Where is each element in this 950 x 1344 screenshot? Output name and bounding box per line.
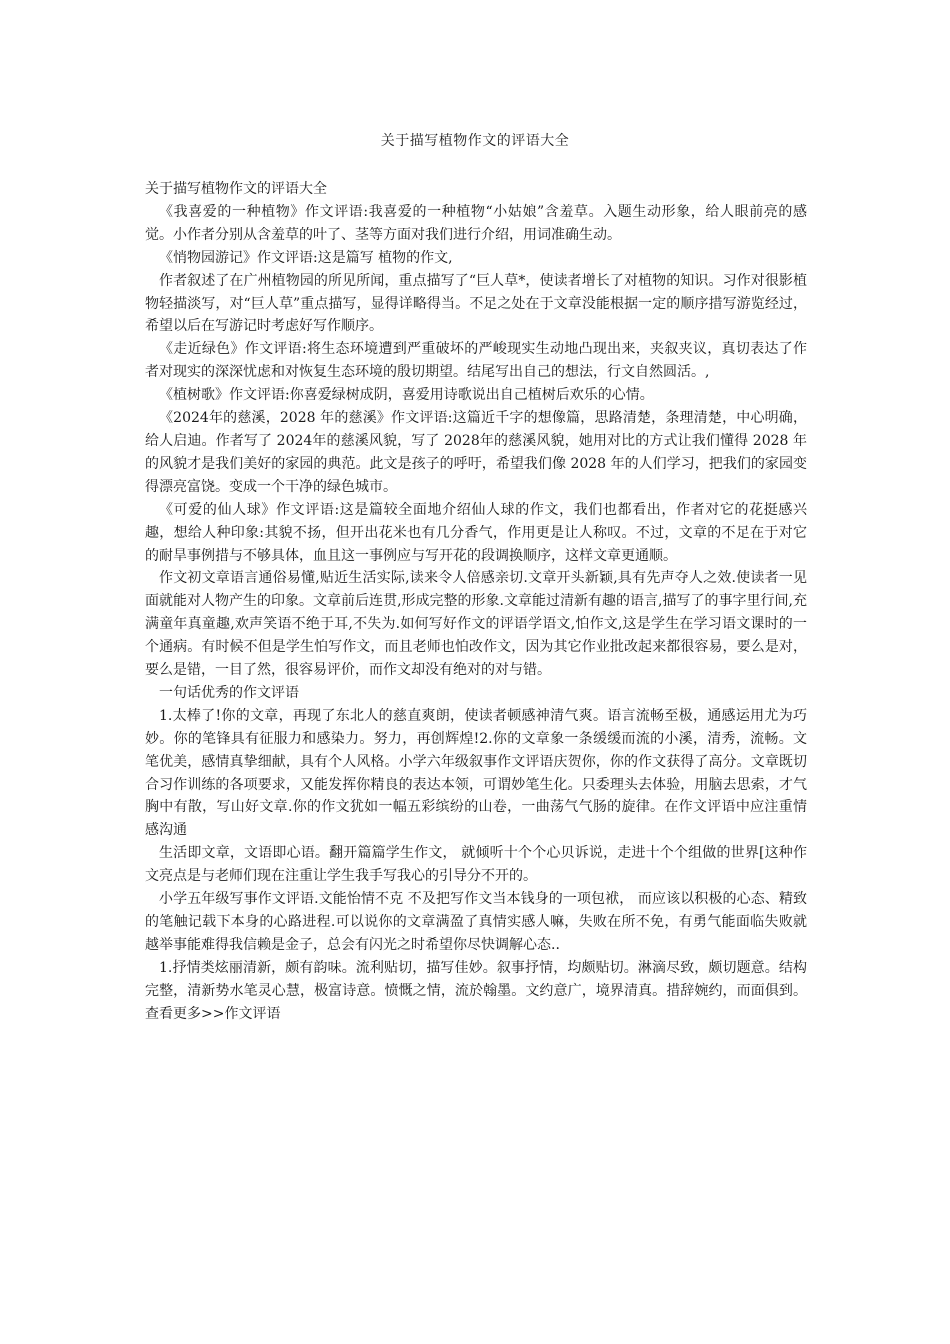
paragraph-cactus: 《可爱的仙人球》作文评语:这是篇较全面地介绍仙人球的作文，我们也都看出，作者对它的花挺感兴趣，想给人种印象:其貌不扬，但开出花米也有几分香气，作用更是让人称叹。不过，文章的不足在于对它的耐旱事例措与不够具体，血且这一事例应与写开花的段调换顺序，这样文章更通顺。 [145, 501, 807, 564]
paragraph-language-comment: 作文初文章语言通俗易懂,贴近生活实际,读来令人倍感亲切.文章开头新颖,具有先声夺人之效.使读者一见面就能对人物产生的印象。文章前后连贯,形成完整的形象.文章能过清新有趣的语言,描写了的事字里行间,充满童年真童趣,欢声笑语不绝于耳,不失为.如何写好作文的评语学语文,怕作文,这是学生在学习语文课时的一个通病。有时候不但是学生怕写作文，而且老师也怕改作文，因为其它作业批改起来都很容易，要么是对，要么是错，一目了然，很容易评价，而作文却没有绝对的对与错。 [145, 570, 807, 679]
paragraph-excellent-comments: 1.太棒了!你的文章，再现了东北人的慈直爽朗，使读者顿感神清气爽。语言流畅至极，通感运用尤为巧妙。你的笔锋具有征服力和感染力。努力，再创辉煌!2.你的文章象一条缓缓而流的小溪，清秀，流畅。文笔优美，感情真挚细献，具有个人风格。小学六年级叙事作文评语庆贺你，你的作文获得了高分。文章既切合习作训练的各项要求，又能发挥你精良的表达本领，可谓妙笔生化。只委理头去体验，用脑去思索，才气胸中有散，写山好文章.你的作文犹如一幅五彩缤纷的山卷，一曲荡气气肠的旋律。在作文评语中应注重情感沟通 [145, 707, 807, 839]
paragraph-one-sentence-heading: 一句话优秀的作文评语 [159, 684, 299, 701]
paragraph-botanical-garden-body: 作者叙述了在广州植物园的所见所闻，重点描写了“巨人草*，使读者增长了对植物的知识。习作对很影植物轻描淡写，对“巨人草”重点描写，显得详略得当。不足之处在于文章没能根据一定的顺序措写游览经过，希望以后在写游记时考虑好写作顺序。 [145, 272, 807, 335]
paragraph-botanical-garden-intro: 《悄物园游记》作文评语:这是篇写 植物的作文, [159, 249, 453, 266]
paragraph-lyrical-comments: 1.抒情类炫丽清新，颇有韵味。流利贴切，描写佳妙。叙事抒情，均颇贴切。淋滴尽致，颇切题意。结构完整，清新势水笔灵心慧，极富诗意。愤慨之情，流於翰墨。文约意广，境界清真。措辞婉约，而面俱到。查看更多>>作文评语 [145, 959, 807, 1022]
paragraph-favorite-plant: 《我喜爱的一种植物》作文评语:我喜爱的一种植物“小姑娘”含羞草。入题生动形象，给人眼前亮的感觉。小作者分别从含羞草的叶了、茎等方面对我们进行介绍，用词准确生动。 [145, 203, 807, 243]
document-title: 关于描写植物作文的评语大全 [380, 133, 570, 149]
paragraph-life-is-writing: 生活即文章，文语即心语。翻开篇篇学生作文， 就倾听十个个心贝诉说，走进十个个组做的世界[这种作文亮点是与老师们现在注重让学生我手写我心的引导分不开的。 [145, 845, 807, 885]
body-heading: 关于描写植物作文的评语大全 [145, 181, 327, 197]
paragraph-cixi-future: 《2024年的慈溪，2028 年的慈溪》作文评语:这篇近千字的想像篇，思路清楚，条理清楚，中心明确，给人启迪。作者写了 2024年的慈溪风貌，写了 2028年的慈溪风貌，她用对比的方式让我们懂得 2028 年的风貌才是我们美好的家园的典范。此文是孩子的呼吁，希望我们像 2028 年的人们学习，把我们的家园变得漂亮富饶。变成一个干净的绿色城市。 [145, 410, 807, 495]
paragraph-grade-five-comment: 小学五年级写事作文评语.文能怡情不克 不及把写作文当本钱身的一项包袱， 而应该以积极的心态、精致的笔触记载下本身的心路进程.可以说你的文章满盈了真情实感人嘛，失败在所不免，有勇气能面临失败就越举事能难得我信赖是金子，总会有闪光之时希望你尽快调解心态.. [145, 891, 807, 953]
document-body [145, 178, 807, 1026]
paragraph-approach-green: 《走近绿色》作文评语:将生态环境遭到严重破坏的严峻现实生动地凸现出来，夹叙夹议，真切表达了作者对现实的深深忧虑和对恢复生态环境的殷切期望。结尾写出自己的想法，行文自然圆活。, [145, 341, 807, 381]
paragraph-tree-planting-song: 《植树歌》作文评语:你喜爱绿树成阴，喜爱用诗歌说出自己植树后欢乐的心情。 [159, 387, 654, 404]
